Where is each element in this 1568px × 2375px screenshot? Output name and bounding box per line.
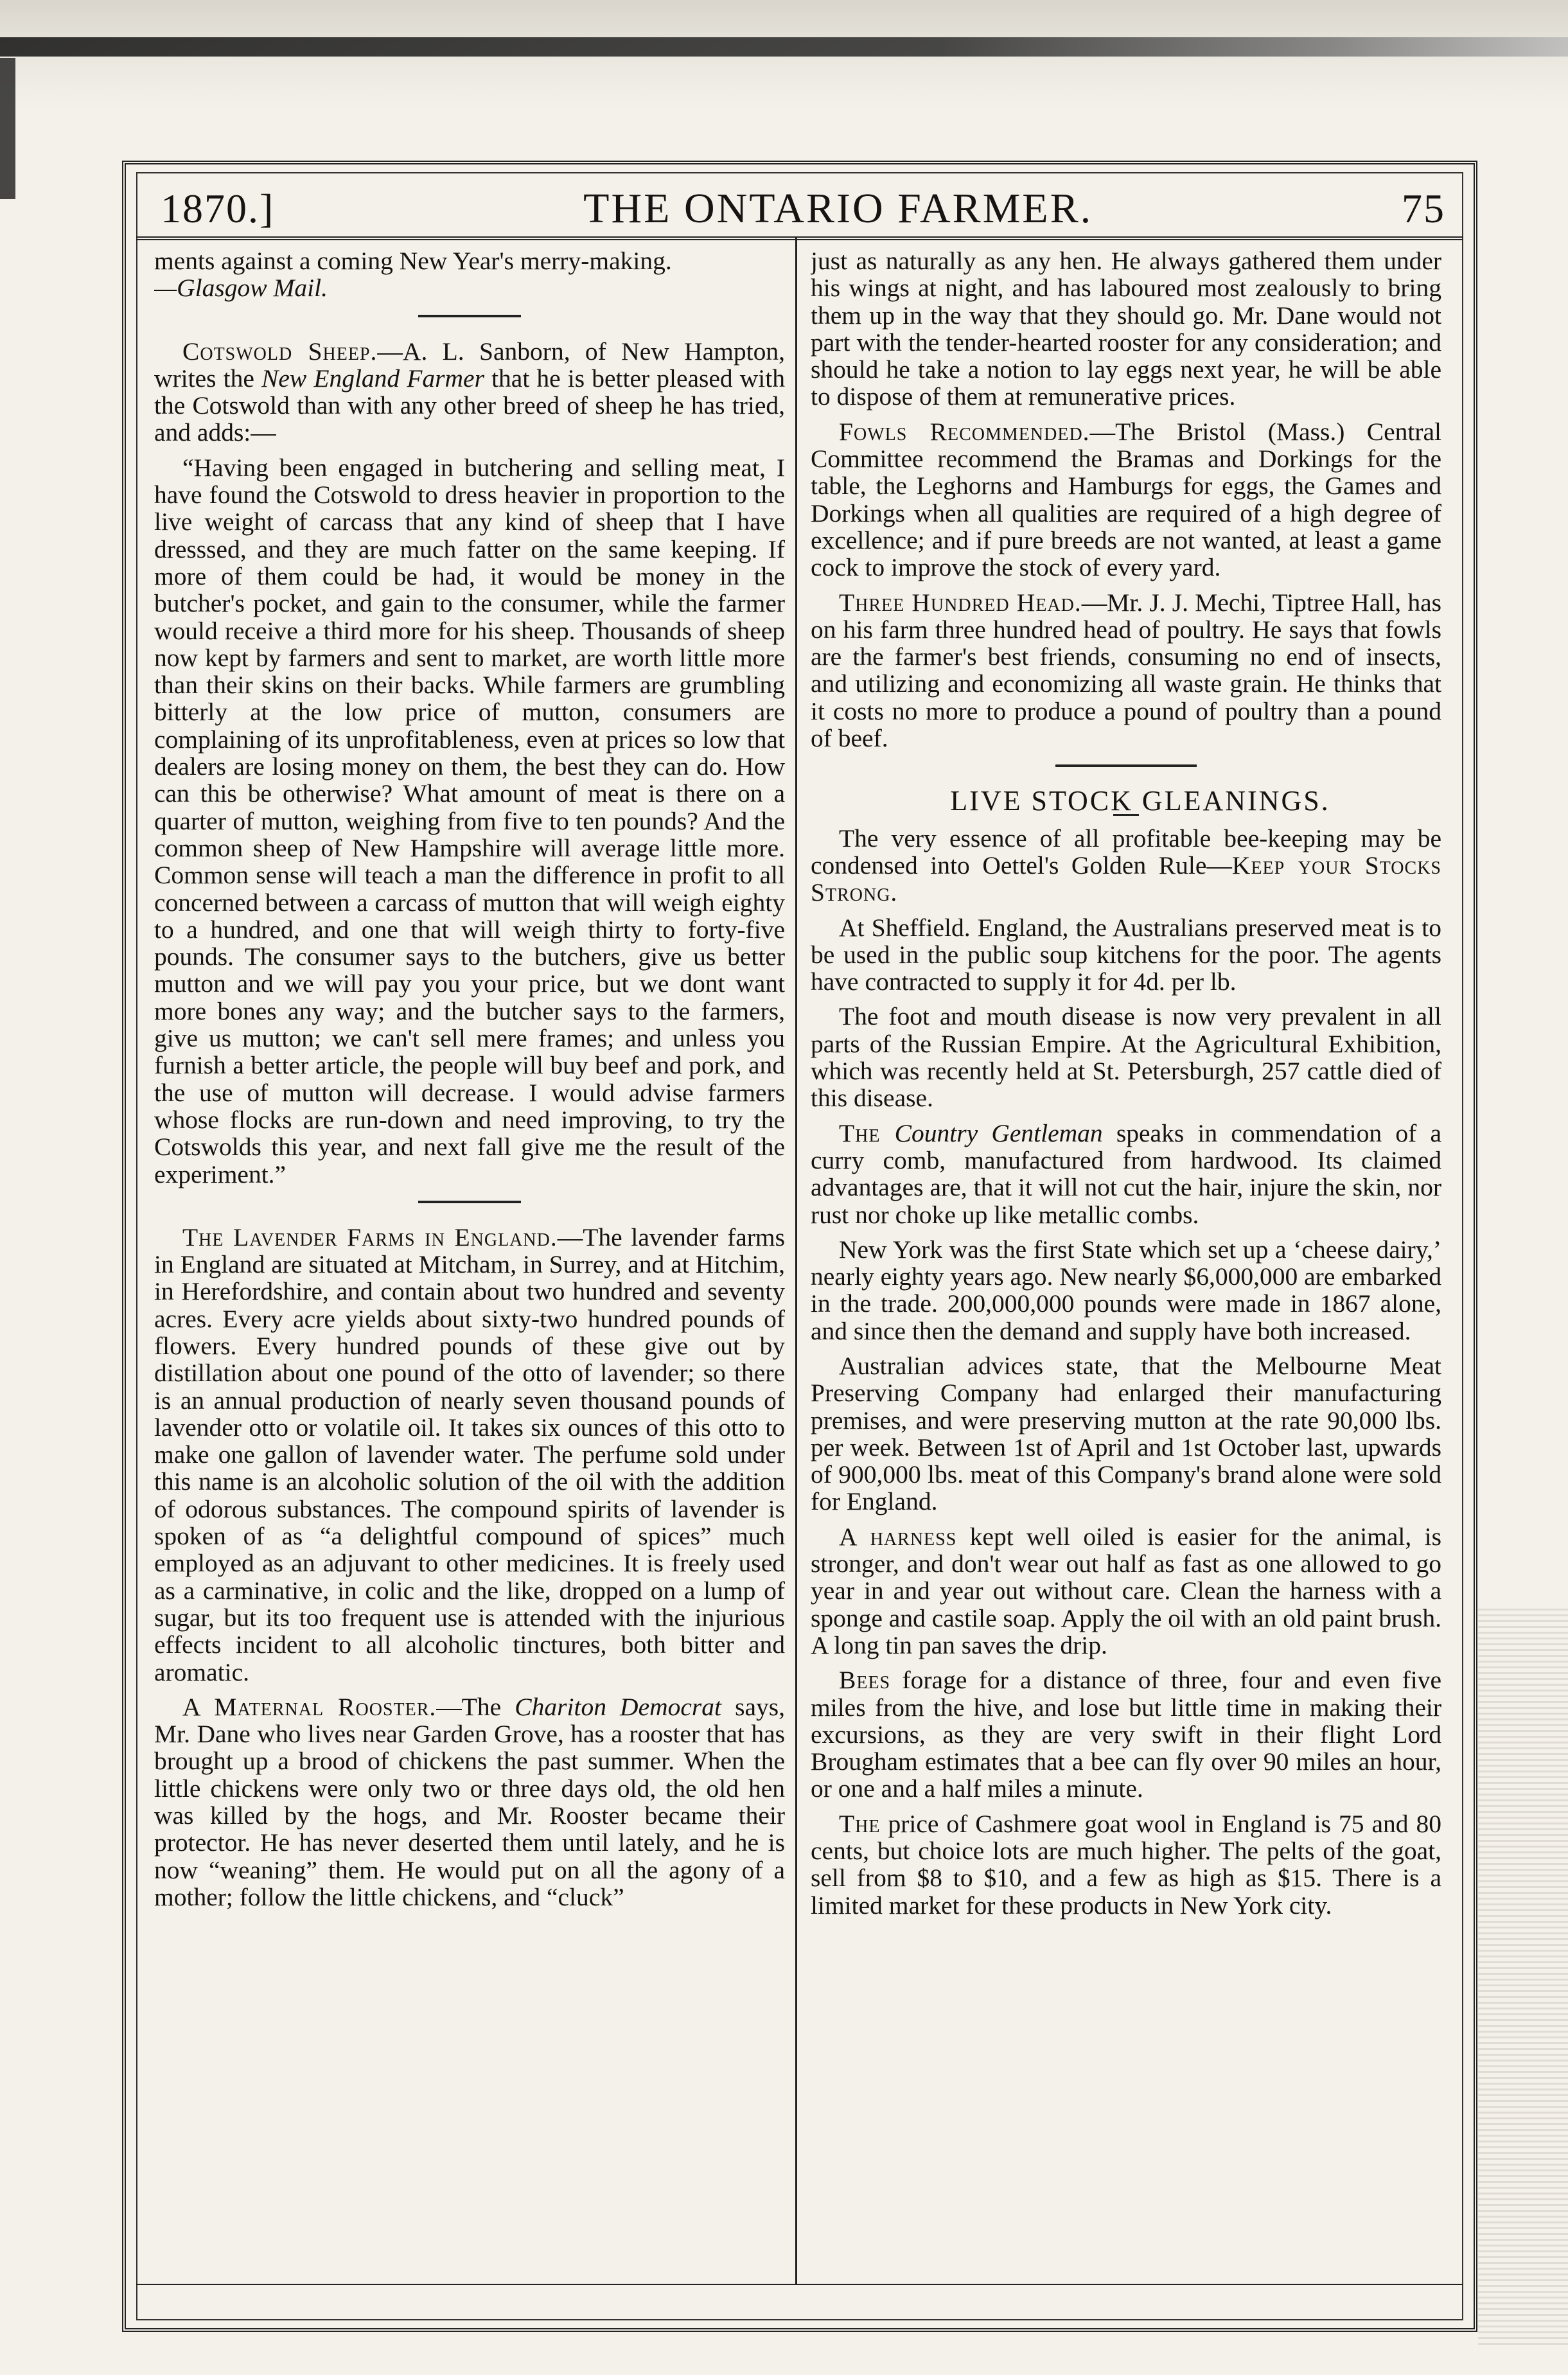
header-year: 1870.] (161, 186, 275, 231)
bottom-rule (136, 2284, 1463, 2285)
header-rule (136, 236, 1463, 240)
item-foot-mouth: The foot and mouth disease is now very prevalent in all parts of the Russian Empire. At the Agricultural Exhibition, which was recently held at St. Petersburgh, 257 cattle died of this disease. (811, 1002, 1441, 1113)
item-new-york-cheese: New York was the first State which set up a ‘cheese dairy,’ nearly eighty years ago. New nearly $6,000,000 are embarked in the trade. 200,000,000 pounds were made in 1867 alone, and since then the demand and supply have both increased. (811, 1235, 1441, 1345)
article-heading: Three Hundred Head. (839, 588, 1082, 617)
item-bee-keeping: The very essence of all profitable bee-keeping may be condensed into Oettel's Golden Rule—Keep your Stocks Strong. (811, 824, 1441, 907)
item-harness: A harness kept well oiled is easier for the animal, is stronger, and don't wear out half as fast as one allowed to go year in and year out without care. Clean the harness with a sponge and castile soap. Apply the oil with an old paint brush. A long tin pan saves the drip. (811, 1522, 1441, 1659)
scan-edge-noise (1478, 1606, 1568, 2345)
section-rule (418, 315, 521, 317)
section-title: LIVE STOCK GLEANINGS. (950, 785, 1330, 817)
right-column (811, 247, 1441, 2284)
article-continuation: ments against a coming New Year's merry-making. —Glasgow Mail. (154, 247, 672, 303)
article-heading: Cotswold Sheep. (182, 337, 378, 366)
source-credit: —Glasgow Mail. (154, 274, 328, 303)
left-column (154, 247, 785, 2284)
article-heading: The Lavender Farms in England. (182, 1223, 558, 1251)
article-heading: Fowls Recommended. (839, 417, 1090, 446)
item-sheffield: At Sheffield. England, the Australians preserved meat is to be used in the public soup kitchens for the poor. The agents have contracted to supply it for 4d. per lb. (811, 913, 1441, 996)
article-quote: “Having been engaged in butchering and selling meat, I have found the Cotswold to dress heavier in proportion to the live weight of carcass that any kind of sheep that I have dresssed, and they are much fatter on the same keeping. If more of them could be had, it would be money in the butcher's pocket, and gain to the consumer, while the farmer would receive a third more for his sheep. Thousands of sheep now kept by farmers and sent to market, are worth little more than their skins on their backs. While farmers are grumbling bitterly at the low price of mutton, consumers are complaining of its unprofitableness, even at prices so low that dealers are losing money on them, the best they can do. How can this be otherwise? What amount of meat is there on a quarter of mutton, weighing from five to ten pounds? And the common sheep of New Hampshire will average little more. Common sense will teach a man the difference in profit to all concerned between a carcass of mutton that will weigh eighty to a hundred, and one that will weigh thirty to forty-five pounds. The consumer says to the butchers, give us better mutton and we will pay you your price, but we dont want more bones any way; and the butcher says to the farmers, give us mutton; we can't sell mere frames; and unless you furnish a better article, the people will buy beef and pork, and the use of mutton will decrease. I would advise farmers whose flocks are run-down and need improving, to try the Cotswolds this year, and next fall give me the result of the experiment.” (154, 453, 785, 1188)
page-number: 75 (1402, 186, 1445, 231)
running-header (161, 173, 1445, 244)
article-lavender-farms: The Lavender Farms in England.—The lavender farms in England are situated at Mitcham, in Surrey, and at Hitchim, in Herefordshire, and contain about two hundred and seventy acres. Every acre yields about sixty-two hundred pounds of flowers. Every hundred pounds of these give out by distillation about one pound of the otto of lavender; so there is an annual production of nearly seven thousand pounds of lavender otto or volatile oil. It takes six ounces of this otto to make one gallon of lavender water. The perfume sold under this name is an alcoholic solution of the oil with the addition of odorous substances. The compound spirits of lavender is spoken of as “a delightful compound of spices” much employed as an adjuvant to other medicines. It is freely used as a carminative, in colic and the like, dropped on a lump of sugar, but its too frequent use is attended with the injurious effects incident to all alcoholic tinctures, both bitter and aromatic. (154, 1223, 785, 1686)
article-cotswold-sheep: Cotswold Sheep.—A. L. Sanborn, of New Hampton, writes the New England Farmer that he is better pleased with the Cotswold than with any other breed of sheep he has tried, and adds:— (154, 337, 785, 447)
item-melbourne-meat: Australian advices state, that the Melbourne Meat Preserving Company had enlarged their manufacturing premises, and were preserving mutton at the rate 90,000 lbs. per week. Between 1st of April and 1st October last, upwards of 900,000 lbs. meat of this Company's brand alone were sold for England. (811, 1351, 1441, 1516)
publication-title: THE ONTARIO FARMER. (583, 185, 1093, 232)
section-rule (418, 1201, 521, 1203)
article-fowls-recommended: Fowls Recommended.—The Bristol (Mass.) Central Committee recommend the Bramas and Dorkings for the table, the Leghorns and Hamburgs for eggs, the Games and Dorkings when all qualities are required of a high degree of excellence; and if pure breeds are not wanted, at least a game cock to improve the stock of every yard. (811, 417, 1441, 582)
article-rooster-continuation: just as naturally as any hen. He always gathered them under his wings at night, and has laboured most zealously to bring them up in the way that they should go. Mr. Dane would not part with the tender-hearted rooster for any consideration; and should he take a notion to lay eggs next year, he will be able to dispose of them at remunerative prices. (811, 247, 1441, 411)
article-maternal-rooster: A Maternal Rooster.—The Chariton Democrat says, Mr. Dane who lives near Garden Grove, has a rooster that has brought up a brood of chickens the past summer. When the little chickens were only two or three days old, the old hen was killed by the hogs, and Mr. Rooster became their protector. He has never deserted them until lately, and he is now “weaning” them. He would put on all the agony of a mother; follow the little chickens, and “cluck” (154, 1692, 785, 1911)
column-divider (795, 238, 797, 2284)
item-cashmere-wool: The price of Cashmere goat wool in England is 75 and 80 cents, but choice lots are much higher. The pelts of the goat, sell from $8 to $10, and a few as high as $15. There is a limited market for these products in New York city. (811, 1809, 1441, 1920)
scan-binding-shadow (0, 37, 1568, 57)
article-heading: A Maternal Rooster. (182, 1692, 437, 1721)
scan-edge-mark (0, 58, 15, 199)
item-curry-comb: The Country Gentleman speaks in commendation of a curry comb, manufactured from hardwood. Its claimed advantages are, that it will not cut the hair, injure the skin, nor rust nor choke up like metallic combs. (811, 1118, 1441, 1229)
article-three-hundred-head: Three Hundred Head.—Mr. J. J. Mechi, Tiptree Hall, has on his farm three hundred head of poultry. He says that fowls are the farmer's best friends, consuming no end of insects, and utilizing and economizing all waste grain. He thinks that it costs no more to produce a pound of poultry than a pound of beef. (811, 588, 1441, 753)
item-bees-forage: Bees forage for a distance of three, four and even five miles from the hive, and lose but little time in making their excursions, as they are very swift in their flight Lord Brougham estimates that a bee can fly over 90 miles an hour, or one and a half miles a minute. (811, 1666, 1441, 1803)
section-rule (1055, 764, 1197, 767)
